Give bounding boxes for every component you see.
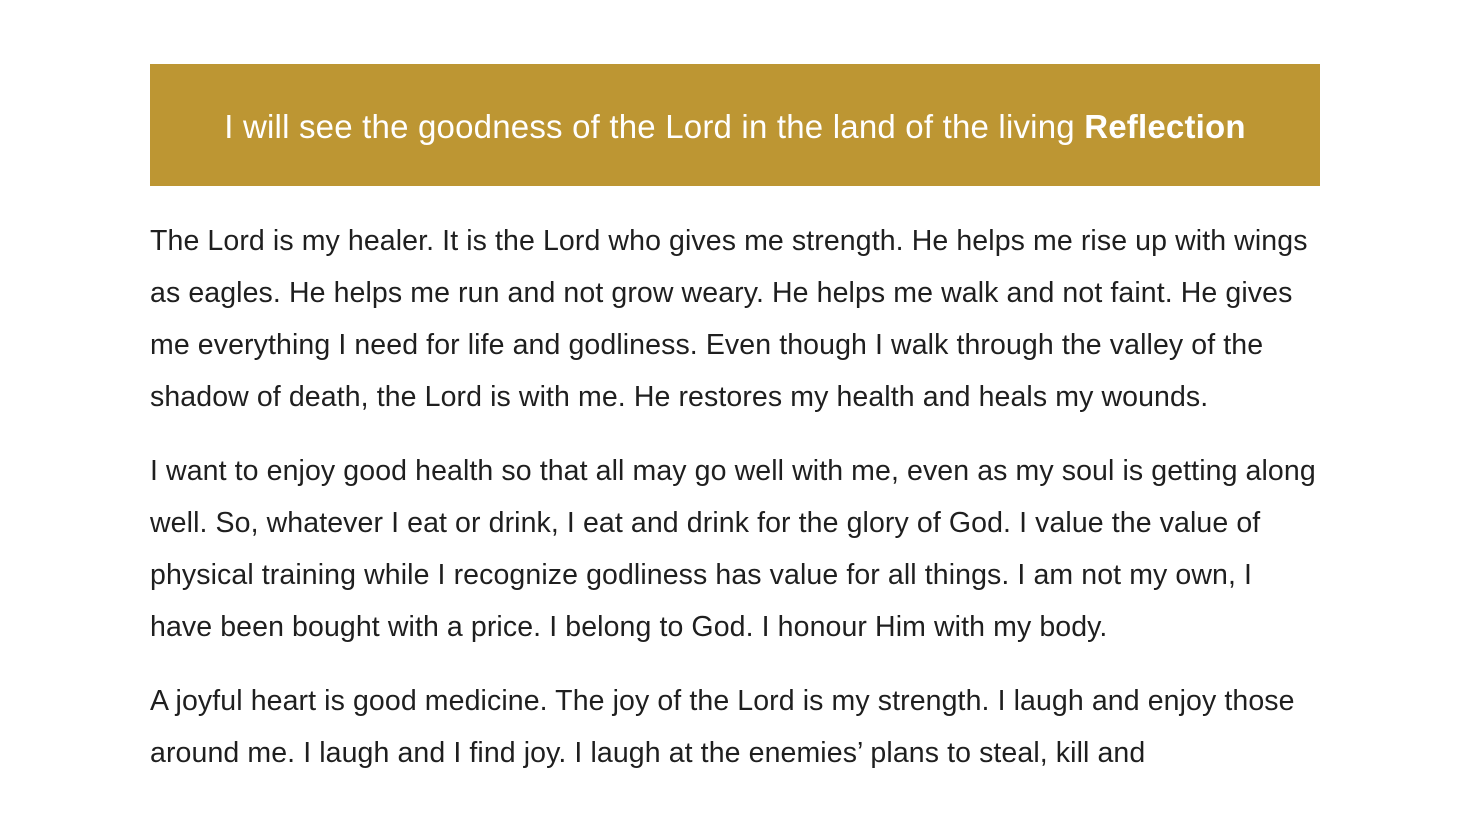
body-text (150, 215, 1320, 801)
page-title-emphasis: Reflection (1084, 108, 1246, 145)
page-title (224, 108, 1245, 146)
paragraph: The Lord is my healer. It is the Lord who gives me strength. He helps me rise up with wings as eagles. He helps me run and not grow weary. He helps me walk and not faint. He gives me everything I need for life and godliness. Even though I walk through the valley of the shadow of death, the Lord is with me. He restores my health and heals my wounds. (150, 225, 1308, 413)
page-title-main: I will see the goodness of the Lord in the land of the living (224, 108, 1075, 145)
paragraph: I want to enjoy good health so that all may go well with me, even as my soul is getting along well. So, whatever I eat or drink, I eat and drink for the glory of God. I value the value of physical training while I recognize godliness has value for all things. I am not my own, I have been bought with a price. I belong to God. I honour Him with my body. (150, 455, 1316, 643)
paragraph: A joyful heart is good medicine. The joy of the Lord is my strength. I laugh and enjoy those around me. I laugh and I find joy. I laugh at the enemies’ plans to steal, kill and (150, 685, 1295, 769)
title-banner (150, 64, 1320, 186)
